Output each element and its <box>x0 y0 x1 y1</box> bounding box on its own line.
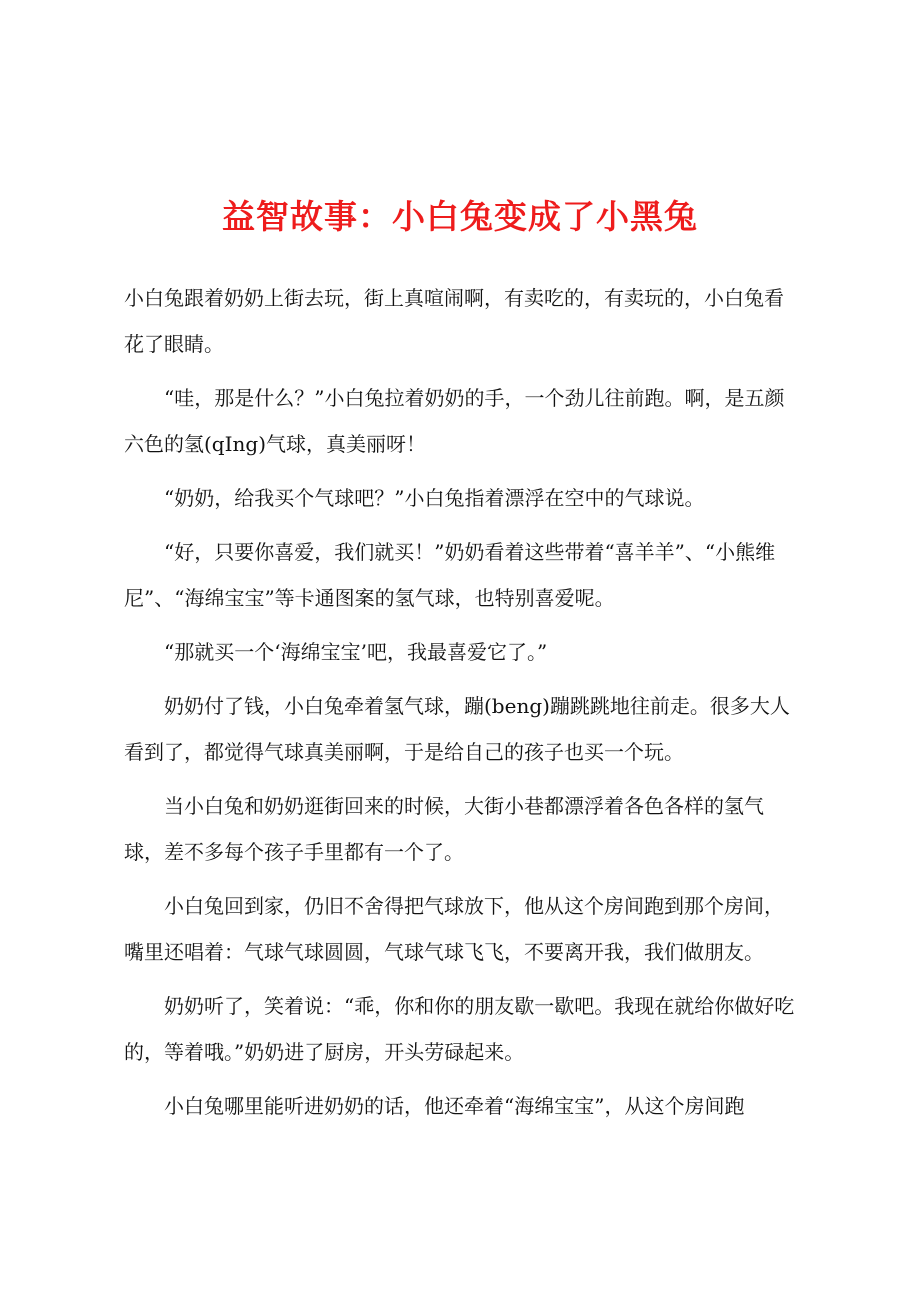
paragraph: 奶奶听了，笑着说：“乖，你和你的朋友歇一歇吧。我现在就给你做好吃的，等着哦。”奶奶进了厨房，开头劳碌起来。 <box>124 994 795 1064</box>
paragraph: 小白兔回到家，仍旧不舍得把气球放下，他从这个房间跑到那个房间，嘴里还唱着：气球气球圆圆，气球气球飞飞，不要离开我，我们做朋友。 <box>124 894 784 964</box>
paragraph: “哇，那是什么？”小白兔拉着奶奶的手，一个劲儿往前跑。啊，是五颜六色的氢(qIng)气球，真美丽呀！ <box>124 386 785 456</box>
paragraph: 当小白兔和奶奶逛街回来的时候，大街小巷都漂浮着各色各样的氢气球，差不多每个孩子手里都有一个了。 <box>124 794 764 864</box>
paragraph: 小白兔哪里能听进奶奶的话，他还牵着“海绵宝宝”，从这个房间跑 <box>164 1094 745 1118</box>
paragraph: 小白兔跟着奶奶上街去玩，街上真喧闹啊，有卖吃的，有卖玩的，小白兔看花了眼睛。 <box>124 286 784 356</box>
paragraph: “好，只要你喜爱，我们就买！”奶奶看着这些带着“喜羊羊”、“小熊维尼”、“海绵宝宝”等卡通图案的氢气球，也特别喜爱呢。 <box>124 540 776 610</box>
paragraph: “奶奶，给我买个气球吧？”小白兔指着漂浮在空中的气球说。 <box>164 486 705 510</box>
document-body <box>124 275 800 1137</box>
paragraph: “那就买一个‘海绵宝宝’吧，我最喜爱它了。” <box>164 640 548 664</box>
document-title: 益智故事：小白兔变成了小黑兔 <box>222 197 698 236</box>
paragraph: 奶奶付了钱，小白兔牵着氢气球，蹦(beng)蹦跳跳地往前走。很多大人看到了，都觉得气球真美丽啊，于是给自己的孩子也买一个玩。 <box>124 694 790 764</box>
